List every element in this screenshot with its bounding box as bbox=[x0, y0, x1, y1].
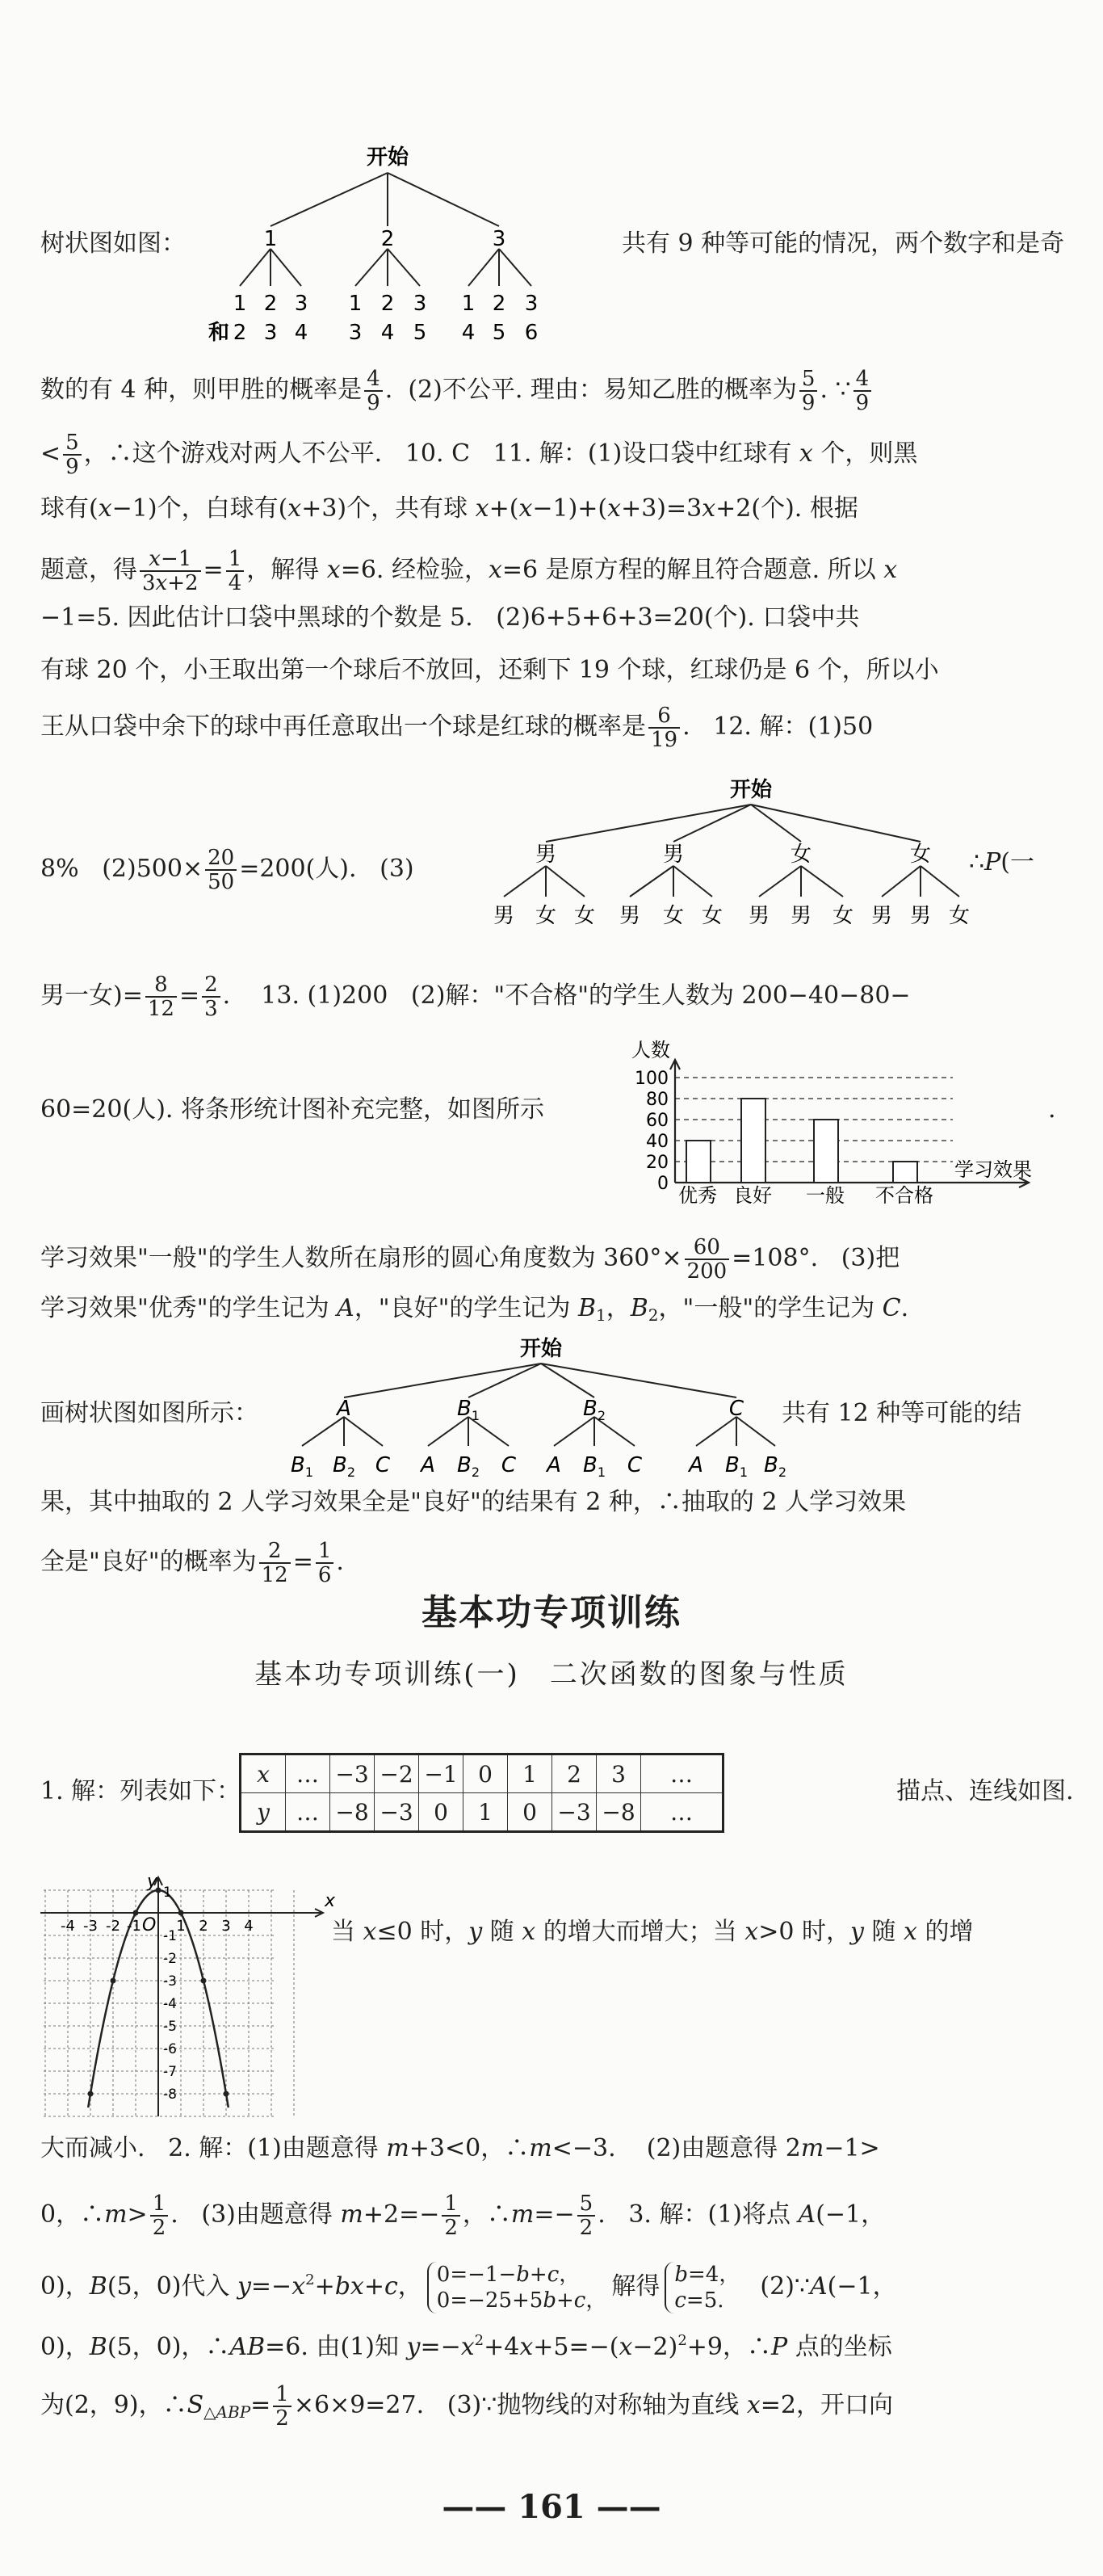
category-label: 良好 bbox=[733, 1184, 772, 1204]
category-label: 优秀 bbox=[678, 1184, 717, 1204]
table-cell: 1 bbox=[463, 1793, 508, 1832]
tree3-leaf: $B_1$ bbox=[582, 1453, 606, 1480]
y-tick: 60 bbox=[646, 1111, 669, 1131]
tree2-leaf: 女 bbox=[573, 904, 596, 928]
table-row-x bbox=[241, 1754, 723, 1793]
tree2-leaf: 男 bbox=[909, 904, 932, 928]
table-cell: … bbox=[641, 1754, 723, 1793]
tree1-sum: 4 bbox=[461, 321, 476, 345]
tree2-node: 女 bbox=[790, 843, 812, 867]
tree1-sums bbox=[233, 321, 539, 345]
tree1-leaf: 1 bbox=[348, 292, 363, 316]
tree3-start: 开始 bbox=[519, 1337, 563, 1361]
tree2-leaf: 男 bbox=[619, 904, 641, 928]
chart-ylabel: 人数 bbox=[631, 1039, 670, 1061]
text-line: −1=5. 因此估计口袋中黑球的个数是 5. (2)6+5+6+3=20(个). 口袋中共 bbox=[40, 603, 860, 632]
text-line: 1. 解：列表如下： bbox=[40, 1777, 241, 1805]
tree3-node: $B_1$ bbox=[456, 1397, 480, 1423]
bar-优秀 bbox=[686, 1141, 711, 1183]
y-tick: 100 bbox=[635, 1069, 669, 1089]
text-line: 60=20(人). 将条形统计图补充完整，如图所示 bbox=[40, 1095, 544, 1124]
table-cell: … bbox=[286, 1754, 330, 1793]
tree3-node: C bbox=[728, 1397, 744, 1421]
text-line: < $\frac{5}{9}$ ，∴这个游戏对两人不公平. 10. C 11. 解：(1)设口袋中红球有 x 个，则黑 bbox=[40, 431, 918, 479]
page-number-row bbox=[0, 2488, 1103, 2526]
bar-不合格 bbox=[893, 1162, 917, 1183]
x-category-labels bbox=[678, 1184, 933, 1204]
tree2-level2 bbox=[493, 904, 970, 928]
graph-x-ticks bbox=[61, 1918, 254, 1935]
graph-y-tick: -1 bbox=[163, 1928, 177, 1944]
table-cell: −8 bbox=[597, 1793, 641, 1832]
graph-y-tick: -4 bbox=[163, 1996, 177, 2012]
graph-y-tick: -2 bbox=[163, 1951, 177, 1967]
table-cell: … bbox=[286, 1793, 330, 1832]
table-cell: 1 bbox=[508, 1754, 552, 1793]
y-tick: 20 bbox=[646, 1153, 669, 1173]
graph-x-tick: -3 bbox=[83, 1918, 98, 1935]
tree3-level2 bbox=[291, 1453, 786, 1480]
text-line: 0，∴m> $\frac{1}{2}$ . (3)由题意得 m+2=− $\frac{1}{2}$ ，∴m=− $\frac{5}{2}$ . 3. 解：(1)将点 A(−1， bbox=[40, 2191, 886, 2240]
table-cell: −8 bbox=[330, 1793, 375, 1832]
graph-y-tick: -5 bbox=[163, 2019, 177, 2035]
tree2-leaf: 女 bbox=[662, 904, 685, 928]
tree1-leaf: 3 bbox=[294, 292, 308, 316]
y-tick: 80 bbox=[646, 1090, 669, 1110]
table-cell: 2 bbox=[552, 1754, 597, 1793]
tree3-node: A bbox=[337, 1397, 351, 1421]
graph-point bbox=[224, 2091, 229, 2097]
tree1-sum: 5 bbox=[413, 321, 427, 345]
tree1-level2 bbox=[233, 292, 539, 316]
section-title: 基本功专项训练 bbox=[421, 1592, 682, 1633]
page-dash-left: —— bbox=[442, 2488, 518, 2526]
tree1-node: 2 bbox=[380, 227, 395, 251]
tree3-leaf: C bbox=[627, 1453, 643, 1477]
table-cell: −3 bbox=[552, 1793, 597, 1832]
tree3-leaf: A bbox=[547, 1453, 561, 1477]
text-line: 当 x≤0 时，y 随 x 的增大而增大；当 x>0 时，y 随 x 的增 bbox=[331, 1918, 974, 1946]
tree2-leaf: 女 bbox=[701, 904, 723, 928]
tree3-leaf: $B_2$ bbox=[763, 1453, 787, 1480]
text-line: 学习效果"优秀"的学生记为 A，"良好"的学生记为 $B_1$，$B_2$，"一般"的学生记为 C. bbox=[40, 1294, 909, 1325]
tree3-leaf: $B_2$ bbox=[456, 1453, 480, 1480]
text-line: 8% (2)500× $\frac{20}{50}$ =200(人). (3) bbox=[40, 846, 414, 894]
sub-title: 基本功专项训练(一) 二次函数的图象与性质 bbox=[254, 1658, 849, 1691]
tree2-node: 女 bbox=[909, 843, 932, 867]
tree3-leaf: A bbox=[421, 1453, 435, 1477]
tree1-leaf: 3 bbox=[413, 292, 427, 316]
text-line: 为(2，9)，$\therefore S_{\triangle ABP}=$ $\frac{1}{2}$ ×6×9=27. (3)∵抛物线的对称轴为直线 x=2，开口向 bbox=[40, 2382, 894, 2431]
text-line: 有球 20 个，小王取出第一个球后不放回，还剩下 19 个球，红球仍是 6 个，所以小 bbox=[40, 656, 939, 684]
category-label: 一般 bbox=[806, 1184, 845, 1204]
graph-point bbox=[88, 2091, 94, 2097]
text-line: 0)，B(5，0)，∴AB=6. 由(1)知 $y=-x^2+4x+5=-(x-2)^2+9$，∴P 点的坐标 bbox=[40, 2332, 892, 2361]
text-line: 画树状图如图所示： bbox=[40, 1399, 258, 1427]
graph-point bbox=[178, 1910, 184, 1916]
tree2-leaf: 女 bbox=[832, 904, 854, 928]
graph-origin: O bbox=[142, 1915, 157, 1935]
tree2-start: 开始 bbox=[729, 778, 773, 802]
graph-x-tick: -2 bbox=[106, 1918, 120, 1935]
text-line: 学习效果"一般"的学生人数所在扇形的圆心角度数为 360°× $\frac{60}{200}$ =108°. (3)把 bbox=[40, 1235, 900, 1284]
graph-y-ticks bbox=[163, 1885, 177, 2103]
table-cell: 0 bbox=[508, 1793, 552, 1832]
tree3-leaf: A bbox=[689, 1453, 703, 1477]
tree1-sum: 3 bbox=[263, 321, 278, 345]
table-row-y bbox=[241, 1793, 723, 1832]
graph-point bbox=[111, 1978, 116, 1984]
tree2-node: 男 bbox=[662, 843, 685, 867]
text-line: 男一女)= $\frac{8}{12}$ = $\frac{2}{3}$ . 13. (1)200 (2)解："不合格"的学生人数为 200−40−80− bbox=[40, 973, 911, 1021]
tree1-sum: 2 bbox=[233, 321, 247, 345]
graph-y-tick: -3 bbox=[163, 1973, 177, 1990]
text-line: 大而减小. 2. 解：(1)由题意得 m+3<0，∴m<−3. (2)由题意得 2m−1> bbox=[40, 2134, 880, 2162]
tree3-leaf: $B_2$ bbox=[332, 1453, 356, 1480]
tree2-leaf: 女 bbox=[948, 904, 971, 928]
tree3-node: $B_2$ bbox=[582, 1397, 606, 1423]
table-cell: −2 bbox=[375, 1754, 419, 1793]
tree1-sum: 4 bbox=[294, 321, 308, 345]
chart-xlabel: 学习效果 bbox=[954, 1158, 1032, 1181]
text-line: . bbox=[1048, 1095, 1056, 1124]
table-cell: y bbox=[241, 1793, 286, 1832]
tree2-leaf: 男 bbox=[493, 904, 515, 928]
text-line: 树状图如图： 共有 9 种等可能的情况，两个数字和是奇 bbox=[40, 229, 1065, 258]
tree1-start: 开始 bbox=[366, 145, 409, 170]
text-line: 球有(x−1)个，白球有(x+3)个，共有球 x+(x−1)+(x+3)=3x+2(个). 根据 bbox=[40, 494, 858, 523]
category-label: 不合格 bbox=[875, 1184, 933, 1204]
page-dash-right: —— bbox=[585, 2488, 661, 2526]
tree2-node: 男 bbox=[535, 843, 557, 867]
graph-y-tick: 1 bbox=[163, 1885, 172, 1901]
text-line: 数的有 4 种，则甲胜的概率是 $\frac{4}{9}$ . (2)不公平. 理由：易知乙胜的概率为 $\frac{5}{9}$ . ∵ $\frac{4}{9}$ bbox=[40, 368, 1066, 414]
tree1-sum: 3 bbox=[348, 321, 363, 345]
value-table bbox=[239, 1753, 724, 1833]
tree1-node: 3 bbox=[492, 227, 506, 251]
tree1-leaf: 1 bbox=[233, 292, 247, 316]
tree3-leaf: $B_1$ bbox=[290, 1453, 314, 1480]
tree1-sum-label: 和 bbox=[208, 321, 230, 345]
y-tick: 0 bbox=[657, 1174, 669, 1194]
parabola-graph bbox=[32, 1874, 339, 2124]
tree1-leaf: 3 bbox=[524, 292, 539, 316]
text-line: 题意，得 $\frac{x-1}{3x+2}$ = $\frac{1}{4}$ ，解得 x=6. 经检验，x=6 是原方程的解且符合题意. 所以 x bbox=[40, 547, 898, 595]
graph-y-tick: -8 bbox=[163, 2086, 177, 2103]
graph-y-tick: -7 bbox=[163, 2064, 177, 2080]
graph-point bbox=[133, 1910, 139, 1916]
table-cell: 0 bbox=[419, 1793, 463, 1832]
text-line: 描点、连线如图. bbox=[896, 1777, 1074, 1805]
graph-y-label: y bbox=[147, 1874, 158, 1892]
graph-x-label: x bbox=[325, 1891, 336, 1911]
graph-y-tick: -6 bbox=[163, 2041, 177, 2057]
graph-x-tick: 4 bbox=[244, 1918, 254, 1935]
text-line: 0)，B(5，0)代入 $y=-x^2+bx+c$， 0=−1−b+c， 0=−25+5b+c， 解得 b=4， c=5. (2)∵A(−1， bbox=[40, 2263, 897, 2313]
table-cell: −3 bbox=[375, 1793, 419, 1832]
tree1-sum: 6 bbox=[524, 321, 539, 345]
graph-point bbox=[201, 1978, 207, 1984]
page-number: 161 bbox=[518, 2488, 585, 2526]
tree1-sum: 5 bbox=[492, 321, 506, 345]
bar-一般 bbox=[814, 1120, 838, 1183]
tree1-leaf: 1 bbox=[461, 292, 476, 316]
tree2-leaf: 男 bbox=[870, 904, 893, 928]
table-cell: −3 bbox=[330, 1754, 375, 1793]
graph-x-tick: -4 bbox=[61, 1918, 75, 1935]
graph-x-tick: 2 bbox=[199, 1918, 208, 1935]
text-line: ∴P(一 bbox=[969, 848, 1034, 876]
tree2-leaf: 男 bbox=[748, 904, 770, 928]
tree3-leaf: $B_1$ bbox=[724, 1453, 749, 1480]
tree2-leaf: 女 bbox=[535, 904, 557, 928]
y-tick: 40 bbox=[646, 1132, 669, 1152]
text-line: 王从口袋中余下的球中再任意取出一个球是红球的概率是 $\frac{6}{19}$ . 12. 解：(1)50 bbox=[40, 704, 874, 752]
tree1-sum: 4 bbox=[380, 321, 395, 345]
graph-x-tick: 3 bbox=[221, 1918, 231, 1935]
tree1-node: 1 bbox=[263, 227, 278, 251]
tree3-leaf: C bbox=[501, 1453, 517, 1477]
table-cell: 0 bbox=[463, 1754, 508, 1793]
table-cell: −1 bbox=[419, 1754, 463, 1793]
tree1-leaf: 2 bbox=[263, 292, 278, 316]
table-cell: x bbox=[241, 1754, 286, 1793]
graph-x-tick: -1 bbox=[127, 1918, 141, 1935]
tree1-leaf: 2 bbox=[492, 292, 506, 316]
y-tick-labels bbox=[635, 1069, 669, 1194]
graph-x-tick: 1 bbox=[176, 1918, 186, 1935]
table-cell: … bbox=[641, 1793, 723, 1832]
text-line: 共有 12 种等可能的结 bbox=[782, 1399, 1022, 1427]
tree1-leaf: 2 bbox=[380, 292, 395, 316]
text-line: 全是"良好"的概率为 $\frac{2}{12}$ = $\frac{1}{6}$ . bbox=[40, 1539, 344, 1587]
text-line: 果，其中抽取的 2 人学习效果全是"良好"的结果有 2 种，∴抽取的 2 人学习效果 bbox=[40, 1488, 907, 1516]
table-cell: 3 bbox=[597, 1754, 641, 1793]
tree2-leaf: 男 bbox=[790, 904, 812, 928]
tree3-leaf: C bbox=[375, 1453, 391, 1477]
